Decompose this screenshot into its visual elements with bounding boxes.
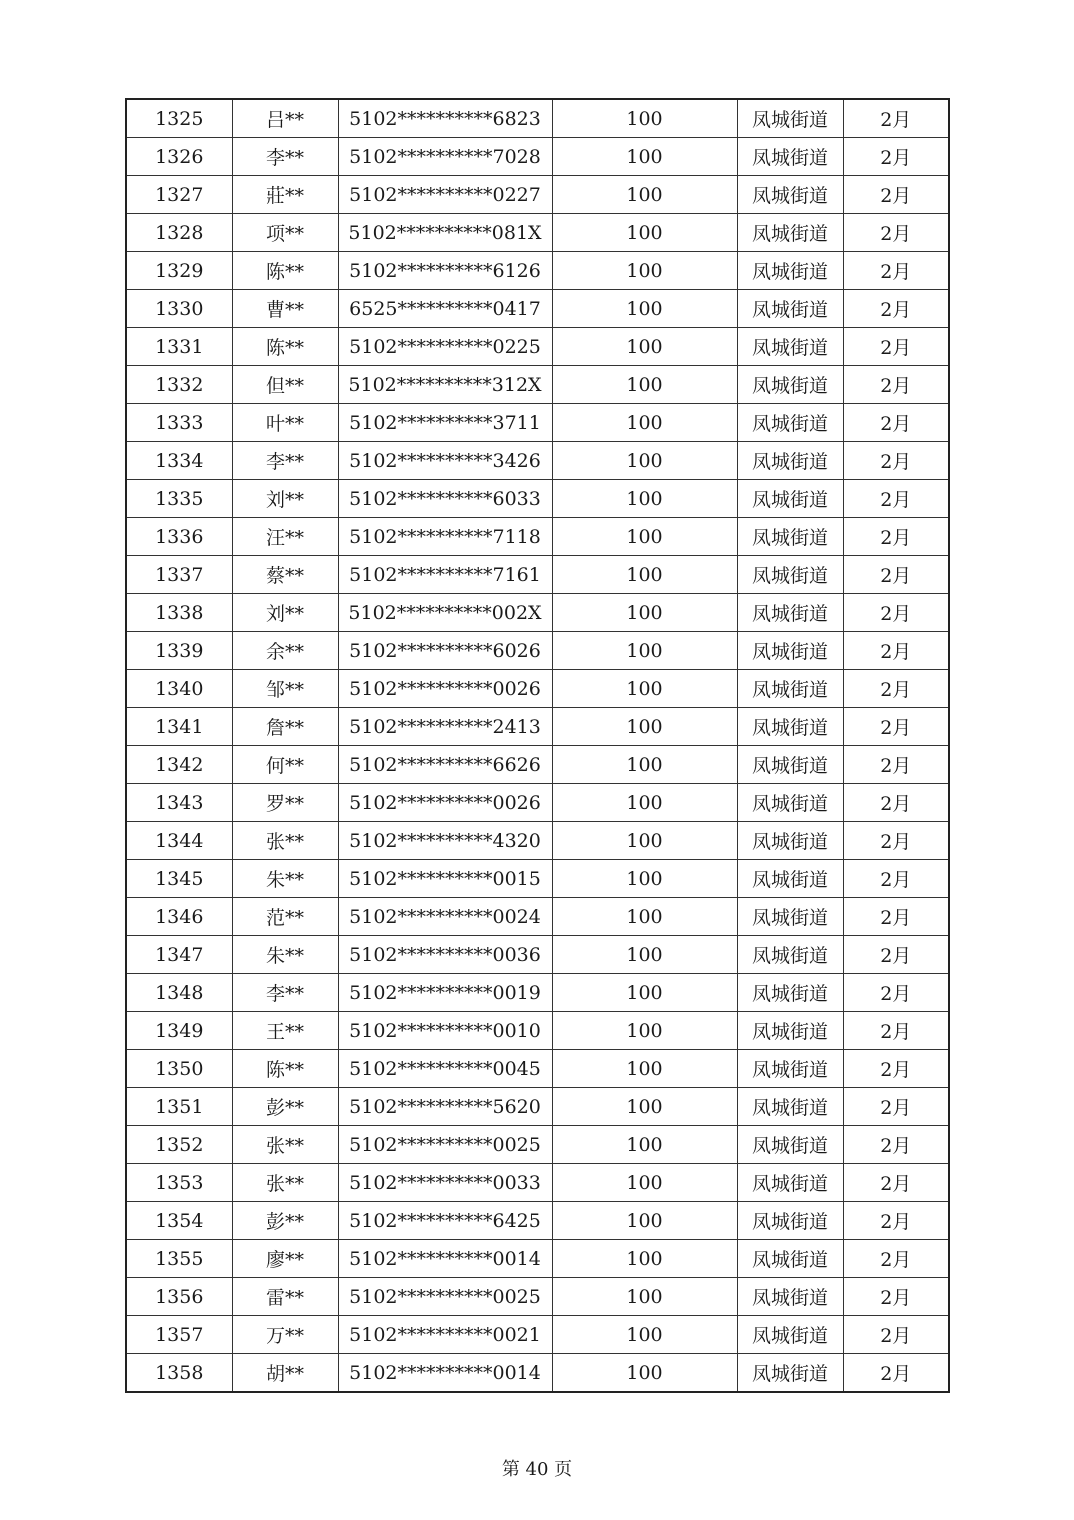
cell-month: 2月 (843, 936, 949, 974)
cell-serial-number: 1351 (126, 1088, 232, 1126)
cell-name: 彭** (232, 1088, 338, 1126)
cell-amount: 100 (552, 1126, 737, 1164)
cell-month: 2月 (843, 860, 949, 898)
cell-name: 朱** (232, 936, 338, 974)
cell-serial-number: 1347 (126, 936, 232, 974)
cell-amount: 100 (552, 594, 737, 632)
cell-month: 2月 (843, 670, 949, 708)
table-row (126, 1354, 949, 1393)
cell-month: 2月 (843, 99, 949, 138)
table-row (126, 974, 949, 1012)
subsidy-table (125, 98, 950, 1393)
cell-name: 廖** (232, 1240, 338, 1278)
cell-month: 2月 (843, 290, 949, 328)
table-row (126, 1012, 949, 1050)
cell-street: 凤城街道 (737, 1278, 843, 1316)
cell-month: 2月 (843, 214, 949, 252)
cell-id-number: 5102**********7161 (338, 556, 552, 594)
cell-amount: 100 (552, 1164, 737, 1202)
cell-street: 凤城街道 (737, 746, 843, 784)
table-row (126, 1050, 949, 1088)
cell-id-number: 5102**********002X (338, 594, 552, 632)
cell-month: 2月 (843, 404, 949, 442)
cell-serial-number: 1345 (126, 860, 232, 898)
table-row (126, 214, 949, 252)
cell-month: 2月 (843, 708, 949, 746)
cell-street: 凤城街道 (737, 1126, 843, 1164)
cell-name: 莊** (232, 176, 338, 214)
cell-name: 罗** (232, 784, 338, 822)
table-row (126, 1202, 949, 1240)
cell-name: 李** (232, 138, 338, 176)
cell-id-number: 5102**********3711 (338, 404, 552, 442)
table-row (126, 556, 949, 594)
cell-month: 2月 (843, 518, 949, 556)
cell-id-number: 5102**********6033 (338, 480, 552, 518)
cell-month: 2月 (843, 594, 949, 632)
cell-serial-number: 1326 (126, 138, 232, 176)
cell-month: 2月 (843, 1278, 949, 1316)
cell-amount: 100 (552, 556, 737, 594)
cell-serial-number: 1343 (126, 784, 232, 822)
cell-street: 凤城街道 (737, 290, 843, 328)
cell-amount: 100 (552, 1012, 737, 1050)
cell-id-number: 5102**********2413 (338, 708, 552, 746)
table-row (126, 708, 949, 746)
cell-street: 凤城街道 (737, 328, 843, 366)
table-row (126, 784, 949, 822)
cell-id-number: 5102**********3426 (338, 442, 552, 480)
cell-name: 蔡** (232, 556, 338, 594)
cell-serial-number: 1335 (126, 480, 232, 518)
cell-amount: 100 (552, 404, 737, 442)
cell-name: 陈** (232, 328, 338, 366)
cell-serial-number: 1337 (126, 556, 232, 594)
cell-name: 吕** (232, 99, 338, 138)
table-row (126, 252, 949, 290)
cell-name: 张** (232, 822, 338, 860)
cell-street: 凤城街道 (737, 442, 843, 480)
cell-street: 凤城街道 (737, 1164, 843, 1202)
cell-month: 2月 (843, 138, 949, 176)
cell-street: 凤城街道 (737, 936, 843, 974)
cell-serial-number: 1352 (126, 1126, 232, 1164)
cell-amount: 100 (552, 936, 737, 974)
cell-serial-number: 1358 (126, 1354, 232, 1393)
cell-amount: 100 (552, 746, 737, 784)
cell-serial-number: 1346 (126, 898, 232, 936)
table-row (126, 1240, 949, 1278)
cell-street: 凤城街道 (737, 1202, 843, 1240)
cell-name: 雷** (232, 1278, 338, 1316)
cell-amount: 100 (552, 860, 737, 898)
cell-serial-number: 1353 (126, 1164, 232, 1202)
cell-serial-number: 1344 (126, 822, 232, 860)
cell-amount: 100 (552, 290, 737, 328)
table-row (126, 290, 949, 328)
cell-name: 项** (232, 214, 338, 252)
cell-month: 2月 (843, 632, 949, 670)
cell-street: 凤城街道 (737, 404, 843, 442)
cell-amount: 100 (552, 1050, 737, 1088)
subsidy-table-container (125, 98, 950, 1393)
cell-street: 凤城街道 (737, 99, 843, 138)
cell-month: 2月 (843, 328, 949, 366)
cell-month: 2月 (843, 898, 949, 936)
cell-street: 凤城街道 (737, 594, 843, 632)
cell-serial-number: 1348 (126, 974, 232, 1012)
cell-id-number: 5102**********0227 (338, 176, 552, 214)
cell-street: 凤城街道 (737, 176, 843, 214)
cell-street: 凤城街道 (737, 1354, 843, 1393)
cell-id-number: 5102**********6626 (338, 746, 552, 784)
table-row (126, 594, 949, 632)
table-row (126, 176, 949, 214)
table-row (126, 442, 949, 480)
table-row (126, 518, 949, 556)
cell-id-number: 5102**********0015 (338, 860, 552, 898)
table-row (126, 898, 949, 936)
table-row (126, 632, 949, 670)
table-row (126, 404, 949, 442)
cell-street: 凤城街道 (737, 670, 843, 708)
cell-id-number: 5102**********6126 (338, 252, 552, 290)
cell-amount: 100 (552, 99, 737, 138)
cell-id-number: 5102**********0010 (338, 1012, 552, 1050)
cell-street: 凤城街道 (737, 822, 843, 860)
cell-amount: 100 (552, 328, 737, 366)
cell-name: 汪** (232, 518, 338, 556)
cell-name: 范** (232, 898, 338, 936)
cell-month: 2月 (843, 366, 949, 404)
cell-id-number: 5102**********0021 (338, 1316, 552, 1354)
cell-street: 凤城街道 (737, 708, 843, 746)
cell-amount: 100 (552, 822, 737, 860)
cell-id-number: 5102**********4320 (338, 822, 552, 860)
cell-name: 陈** (232, 252, 338, 290)
cell-id-number: 5102**********0025 (338, 1278, 552, 1316)
cell-street: 凤城街道 (737, 480, 843, 518)
cell-id-number: 5102**********7118 (338, 518, 552, 556)
cell-name: 邹** (232, 670, 338, 708)
cell-name: 胡** (232, 1354, 338, 1393)
cell-name: 朱** (232, 860, 338, 898)
cell-serial-number: 1331 (126, 328, 232, 366)
cell-id-number: 5102**********0025 (338, 1126, 552, 1164)
cell-street: 凤城街道 (737, 138, 843, 176)
cell-month: 2月 (843, 746, 949, 784)
cell-name: 王** (232, 1012, 338, 1050)
cell-serial-number: 1340 (126, 670, 232, 708)
table-row (126, 99, 949, 138)
table-row (126, 860, 949, 898)
table-row (126, 328, 949, 366)
cell-serial-number: 1327 (126, 176, 232, 214)
cell-name: 叶** (232, 404, 338, 442)
cell-street: 凤城街道 (737, 1088, 843, 1126)
table-row (126, 138, 949, 176)
cell-amount: 100 (552, 518, 737, 556)
cell-id-number: 5102**********0024 (338, 898, 552, 936)
cell-id-number: 5102**********0026 (338, 784, 552, 822)
cell-amount: 100 (552, 974, 737, 1012)
cell-amount: 100 (552, 670, 737, 708)
cell-serial-number: 1328 (126, 214, 232, 252)
cell-amount: 100 (552, 442, 737, 480)
cell-name: 张** (232, 1126, 338, 1164)
cell-month: 2月 (843, 1050, 949, 1088)
cell-serial-number: 1341 (126, 708, 232, 746)
cell-street: 凤城街道 (737, 518, 843, 556)
cell-street: 凤城街道 (737, 1316, 843, 1354)
cell-name: 张** (232, 1164, 338, 1202)
cell-amount: 100 (552, 708, 737, 746)
cell-serial-number: 1333 (126, 404, 232, 442)
cell-id-number: 5102**********6425 (338, 1202, 552, 1240)
page-number: 第 40 页 (501, 1459, 573, 1480)
cell-month: 2月 (843, 974, 949, 1012)
cell-serial-number: 1334 (126, 442, 232, 480)
cell-name: 詹** (232, 708, 338, 746)
cell-name: 刘** (232, 594, 338, 632)
cell-name: 但** (232, 366, 338, 404)
cell-name: 曹** (232, 290, 338, 328)
cell-month: 2月 (843, 1240, 949, 1278)
table-row (126, 366, 949, 404)
cell-street: 凤城街道 (737, 214, 843, 252)
cell-id-number: 5102**********0026 (338, 670, 552, 708)
table-row (126, 1088, 949, 1126)
cell-amount: 100 (552, 1354, 737, 1393)
cell-id-number: 5102**********0019 (338, 974, 552, 1012)
cell-month: 2月 (843, 784, 949, 822)
cell-serial-number: 1329 (126, 252, 232, 290)
table-row (126, 822, 949, 860)
cell-month: 2月 (843, 1316, 949, 1354)
cell-amount: 100 (552, 366, 737, 404)
cell-name: 万** (232, 1316, 338, 1354)
cell-amount: 100 (552, 784, 737, 822)
cell-name: 何** (232, 746, 338, 784)
cell-month: 2月 (843, 1164, 949, 1202)
cell-month: 2月 (843, 252, 949, 290)
table-row (126, 1164, 949, 1202)
cell-month: 2月 (843, 1126, 949, 1164)
cell-street: 凤城街道 (737, 1240, 843, 1278)
cell-street: 凤城街道 (737, 366, 843, 404)
cell-id-number: 5102**********0014 (338, 1354, 552, 1393)
cell-street: 凤城街道 (737, 860, 843, 898)
cell-id-number: 5102**********312X (338, 366, 552, 404)
cell-month: 2月 (843, 822, 949, 860)
cell-month: 2月 (843, 1354, 949, 1393)
cell-amount: 100 (552, 1088, 737, 1126)
table-row (126, 480, 949, 518)
cell-month: 2月 (843, 176, 949, 214)
table-row (126, 1316, 949, 1354)
cell-street: 凤城街道 (737, 556, 843, 594)
cell-month: 2月 (843, 442, 949, 480)
cell-serial-number: 1325 (126, 99, 232, 138)
cell-month: 2月 (843, 480, 949, 518)
cell-serial-number: 1355 (126, 1240, 232, 1278)
cell-amount: 100 (552, 898, 737, 936)
cell-name: 陈** (232, 1050, 338, 1088)
cell-serial-number: 1338 (126, 594, 232, 632)
table-row (126, 1278, 949, 1316)
cell-amount: 100 (552, 632, 737, 670)
cell-id-number: 5102**********7028 (338, 138, 552, 176)
cell-id-number: 5102**********6026 (338, 632, 552, 670)
cell-name: 李** (232, 442, 338, 480)
cell-amount: 100 (552, 138, 737, 176)
cell-serial-number: 1342 (126, 746, 232, 784)
cell-street: 凤城街道 (737, 1012, 843, 1050)
cell-serial-number: 1349 (126, 1012, 232, 1050)
cell-amount: 100 (552, 1316, 737, 1354)
table-row (126, 936, 949, 974)
cell-name: 余** (232, 632, 338, 670)
cell-month: 2月 (843, 1202, 949, 1240)
cell-serial-number: 1336 (126, 518, 232, 556)
cell-id-number: 5102**********0045 (338, 1050, 552, 1088)
table-body (126, 99, 949, 1392)
cell-amount: 100 (552, 1278, 737, 1316)
cell-id-number: 5102**********0225 (338, 328, 552, 366)
cell-month: 2月 (843, 1088, 949, 1126)
cell-id-number: 5102**********0033 (338, 1164, 552, 1202)
cell-id-number: 5102**********5620 (338, 1088, 552, 1126)
cell-id-number: 5102**********0014 (338, 1240, 552, 1278)
table-row (126, 1126, 949, 1164)
cell-serial-number: 1330 (126, 290, 232, 328)
cell-name: 李** (232, 974, 338, 1012)
cell-id-number: 5102**********0036 (338, 936, 552, 974)
cell-serial-number: 1350 (126, 1050, 232, 1088)
cell-id-number: 5102**********6823 (338, 99, 552, 138)
cell-street: 凤城街道 (737, 252, 843, 290)
table-row (126, 670, 949, 708)
cell-name: 彭** (232, 1202, 338, 1240)
cell-month: 2月 (843, 556, 949, 594)
cell-street: 凤城街道 (737, 784, 843, 822)
cell-month: 2月 (843, 1012, 949, 1050)
table-row (126, 746, 949, 784)
cell-street: 凤城街道 (737, 632, 843, 670)
cell-amount: 100 (552, 1240, 737, 1278)
cell-serial-number: 1354 (126, 1202, 232, 1240)
cell-street: 凤城街道 (737, 974, 843, 1012)
cell-amount: 100 (552, 480, 737, 518)
cell-amount: 100 (552, 1202, 737, 1240)
cell-street: 凤城街道 (737, 1050, 843, 1088)
cell-amount: 100 (552, 252, 737, 290)
cell-serial-number: 1356 (126, 1278, 232, 1316)
cell-amount: 100 (552, 176, 737, 214)
cell-id-number: 6525**********0417 (338, 290, 552, 328)
cell-name: 刘** (232, 480, 338, 518)
cell-amount: 100 (552, 214, 737, 252)
cell-id-number: 5102**********081X (338, 214, 552, 252)
cell-street: 凤城街道 (737, 898, 843, 936)
cell-serial-number: 1357 (126, 1316, 232, 1354)
cell-serial-number: 1339 (126, 632, 232, 670)
cell-serial-number: 1332 (126, 366, 232, 404)
